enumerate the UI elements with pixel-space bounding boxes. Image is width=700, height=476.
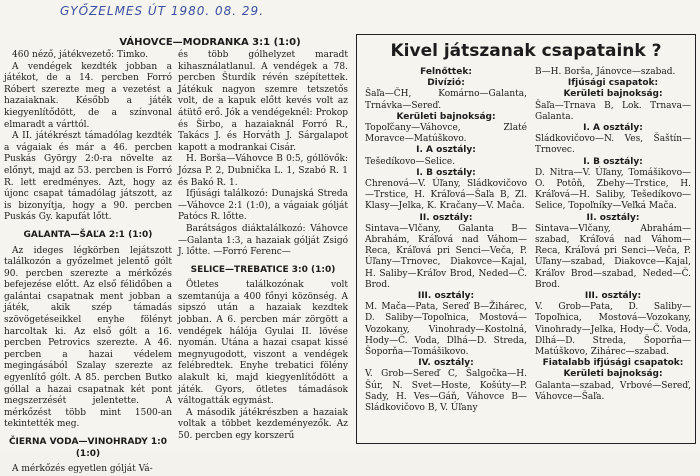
fixtures-text: Galanta—szabad, Vrbové—Sereď, Váhovce—Šaľa. xyxy=(535,380,691,402)
cierna-text: A mérkőzés egyetlen gólját Vá- xyxy=(12,464,153,475)
fixtures-heading: Divízió: xyxy=(427,78,465,89)
article-paragraph: A II. játékrészt támadólag kezdték a vágaiak és már a 46. percben Puskás György 2:0-ra növelte az előnyt, majd az 53. percben is Forró R. lett eredményes. Azt, hogy az újonc csapat támadólag játszott, az is bizonyítja, hogy a 90. percben Puskás Gy. kapufát lőtt. xyxy=(4,131,172,223)
handwritten-date-note: GYŐZELMES ÚT 1980. 08. 29. xyxy=(60,4,265,18)
fixtures-text: Tešedíkovo—Selice. xyxy=(365,156,456,167)
article-column-2 xyxy=(178,50,348,443)
article-paragraph: Barátságos diáktalálkozó: Váhovce—Galanta 1:3, a hazaiak gólját Zsigó J. lőtte. —Forró Ferenc— xyxy=(178,223,348,258)
fixtures-text: Šaľa—Trnava B, Lok. Trnava—Galanta. xyxy=(535,100,691,122)
selice-text-2: A második játékrészben a hazaiak voltak a többet kezdeményezők. Az 50. percben egy korszerű xyxy=(178,407,348,441)
fixtures-heading: II. osztály: xyxy=(586,212,640,223)
fixtures-left-column xyxy=(365,67,527,414)
article-paragraph: Ifjúsági találkozó: Dunajská Streda—Váhovce 2:1 (1:0), a vágaiak gólját Patócs R. lőtte. xyxy=(178,189,348,223)
fixtures-text: Šaľa—ČH, Komárno—Galanta, Trnávka—Sereď. xyxy=(365,89,527,111)
fixtures-heading: Ifjúsági csapatok: xyxy=(567,78,659,89)
article-paragraph: és több gólhelyzet maradt kihasználatlanul. A vendégek a 78. percben Šturdík révén szépítettek. Játékuk nagyon szemre tetszetős volt, de a kapuk előtt kevés volt az átütő erő. Jók a vendégeknél: Prokop és Širbo, a hazaiaknál Forró R., Takács J. és Horváth J. Sárgalapot kapott a modrankai Cisár. xyxy=(178,50,348,153)
fixtures-text: Sládkovičovo—N. Ves, Šaštín—Trnovec. xyxy=(535,134,691,156)
fixtures-text: V. Grob—Sereď C, Šalgočka—H. Šúr, N. Svet—Hoste, Košúty—P. Sady, H. Ves—Gáň, Váhovce B—Sládkovičovo B, V. Úľany xyxy=(365,369,527,414)
fixtures-heading: I. A osztály: xyxy=(583,123,643,134)
article-paragraph: 460 néző, játékvezető: Timko. xyxy=(12,50,148,60)
fixtures-right-column xyxy=(535,67,691,403)
fixtures-text: B—H. Borša, Jánovce—szabad. xyxy=(535,67,676,77)
fixtures-heading: I. A osztály: xyxy=(416,145,476,156)
galanta-text: Az ideges légkörben lejátszott találkozón a győzelmet jelentő gólt 90. percben szerezte a mérkőzés befejezése előtt. Az első félidőben a galántai csapatnak ment jobban a játék, akik szép támadás szövögetéseikkel enyhe fölényt harcoltak ki. Az első gólt a 16. percben Petrovics szerezte. A 46. percben a hazai védelem megingásából Szalay szerezte az egyenlítő gólt. A 85. percben Butko góllal a hazai csapatnak két pont megszerzését jelentette. A mérkőzést több mint 1500-an tekintették meg. xyxy=(4,245,172,430)
fixtures-heading: III. osztály: xyxy=(584,291,642,302)
fixtures-text: M. Mača—Pata, Sereď B—Žihárec, D. Saliby—Topoľnica, Mostová—Vozokany, Vinohrady—Kostolná, Hody—Č. Voda, Dlhá—D. Streda, Šoporňa—Tomášikovo. xyxy=(365,302,527,358)
fixtures-text: Sintava—Vlčany, Abrahám—szabad, Kráľová nad Váhom—Reca, Kráľová pri Senci—Veča, P. Úľany—szabad, Diakovce—Kajal, Kráľov Brod—szabad, Neded—Č. Brod. xyxy=(535,223,691,290)
article-paragraph: H. Borša—Váhovce B 0:5, góllövők: Józsa P. 2, Dubnička L. 1, Szabó R. 1 és Bakó R. 1. xyxy=(178,154,348,188)
fixtures-heading: II. osztály: xyxy=(419,212,473,223)
fixtures-text: D. Nitra—V. Úľany, Tomášikovo—O. Potôň, Zbehy—Trstice, H. Kráľová—H. Saliby, Tešedíkovo—Selice, Topoľníky—Veľká Mača. xyxy=(535,167,691,212)
fixtures-heading: Kerületi bajnokság: xyxy=(563,89,663,100)
fixtures-text: V. Grob—Pata, D. Saliby—Topoľnica, Mostová—Vozokany, Vinohrady—Jelka, Hody—Č. Voda, Dlhá—D. Streda, Šoporňa—Matúškovo, Zihárec—szabad. xyxy=(535,302,691,358)
fixtures-text: Topoľčany—Váhovce, Zlaté Moravce—Matúškovo. xyxy=(365,123,527,145)
fixtures-text: Chrenová—V. Úľany, Sládkovičovo—Trstice, H. Kráľová—Šaľa B, Zl. Klasy—Jelka, K. Kračany—V. Mača. xyxy=(365,179,527,212)
fixtures-heading: IV. osztály: xyxy=(418,358,474,369)
cierna-headline: ČIERNA VODA—VINOHRADY 1:0 (1:0) xyxy=(8,437,168,459)
fixtures-heading: I. B osztály: xyxy=(583,156,643,167)
fixtures-title: Kivel játszanak csapataink ? xyxy=(390,41,662,61)
fixtures-heading: Kerületi bajnokság: xyxy=(563,369,663,380)
article-paragraph: A vendégek kezdték jobban a játékot, de a 14. percben Forró Róbert szerezte meg a vezetést a hazaiaknak. Később a játék kiegyenlítődött, de a színvonal elmaradt a várttól. xyxy=(4,61,172,130)
fixtures-text: Sintava—Vlčany, Galanta B—Abrahám, Kráľová nad Váhom—Reca, Kráľová pri Senci—Veča, P. Úľany—Trnovec, Diakovce—Kajal, H. Saliby—Kráľov Brod, Neded—Č. Brod. xyxy=(365,223,527,290)
selice-headline: SELICE—TREBATICE 3:0 (1:0) xyxy=(190,264,336,275)
fixtures-heading: Felnőttek: xyxy=(420,67,472,77)
fixtures-heading: III. osztály: xyxy=(417,291,475,302)
fixtures-box xyxy=(356,34,696,444)
article-headline: VÁHOVCE—MODRANKA 3:1 (1:0) xyxy=(119,37,301,48)
fixtures-heading: Fiatalabb ifjúsági csapatok: xyxy=(542,358,684,369)
fixtures-heading: Kerületi bajnokság: xyxy=(396,111,496,122)
fixtures-heading: I. B osztály: xyxy=(416,167,476,178)
selice-text: Ötletes találkozónak volt szemtanúja a 400 főnyi közönség. A sipszó után a hazaiak kezdtek jobban. A 6. percben már zörgött a vendégek hálója Gyulai II. lövése nyomán. Utána a hazai csapat kissé megnyugodott, viszont a vendégek felébredtek. Enyhe trebatici fölény alakult ki, majd kiegyenlítődött a játék. Gyors, ötletes támadások váltogatták egymást. xyxy=(178,280,348,407)
article-column-1 xyxy=(4,50,172,476)
galanta-headline: GALANTA—ŠAĽA 2:1 (1:0) xyxy=(23,229,153,240)
